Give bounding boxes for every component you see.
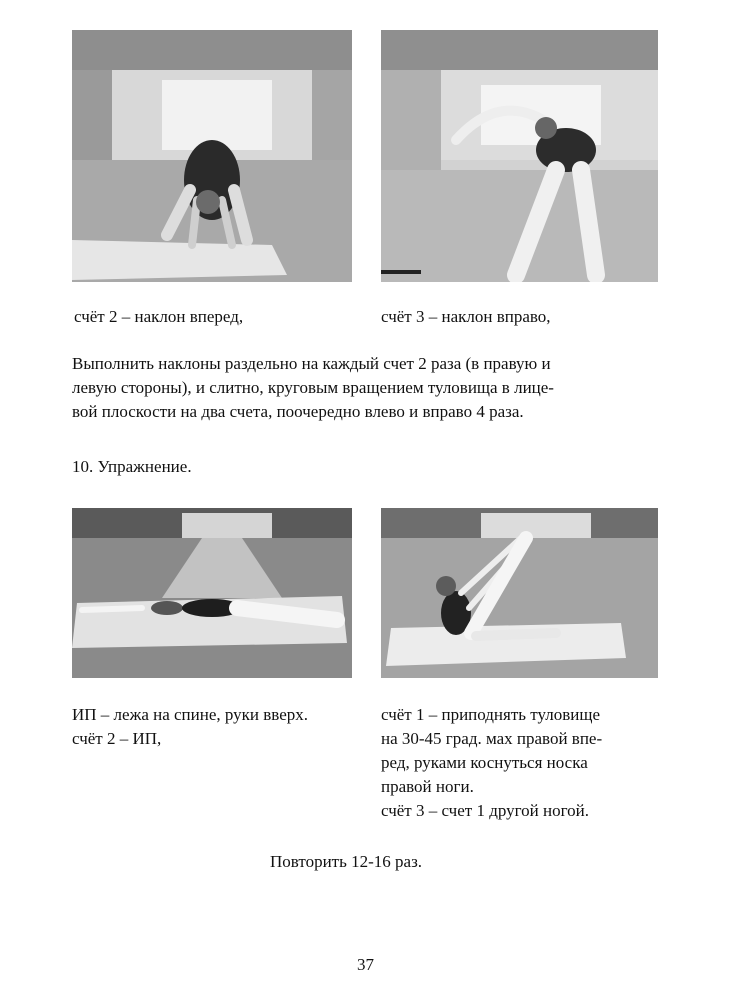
- paragraph-line: левую стороны), и слитно, круговым вращением туловища в лице-: [72, 378, 554, 397]
- count-line: правой ноги.: [381, 777, 474, 796]
- photo-side-bend: [381, 30, 658, 282]
- repeat-instruction: Повторить 12-16 раз.: [270, 852, 423, 871]
- instruction-paragraph: [72, 352, 654, 424]
- photo-lying-back: [72, 508, 352, 678]
- caption-forward-bend: счёт 2 – наклон вперед,: [74, 307, 244, 326]
- count-line: на 30-45 град. мах правой впе-: [381, 729, 603, 748]
- count-line: счёт 3 – счет 1 другой ногой.: [381, 801, 590, 820]
- photo-leg-raise: [381, 508, 658, 678]
- caption-side-bend: счёт 3 – наклон вправо,: [381, 307, 551, 326]
- count-line: счёт 1 – приподнять туловище: [381, 705, 600, 724]
- start-position-line: ИП – лежа на спине, руки вверх.: [72, 705, 309, 724]
- paragraph-line: Выполнить наклоны раздельно на каждый счет 2 раза (в правую и: [72, 354, 551, 373]
- exercise-heading: 10. Упражнение.: [72, 457, 192, 476]
- count-line: ред, руками коснуться носка: [381, 753, 588, 772]
- page-number: 37: [357, 955, 374, 974]
- start-position-text: [72, 703, 308, 751]
- start-position-line: счёт 2 – ИП,: [72, 729, 162, 748]
- count-instructions-text: [381, 703, 602, 823]
- photo-forward-bend: [72, 30, 352, 282]
- paragraph-line: вой плоскости на два счета, поочередно влево и вправо 4 раза.: [72, 402, 524, 421]
